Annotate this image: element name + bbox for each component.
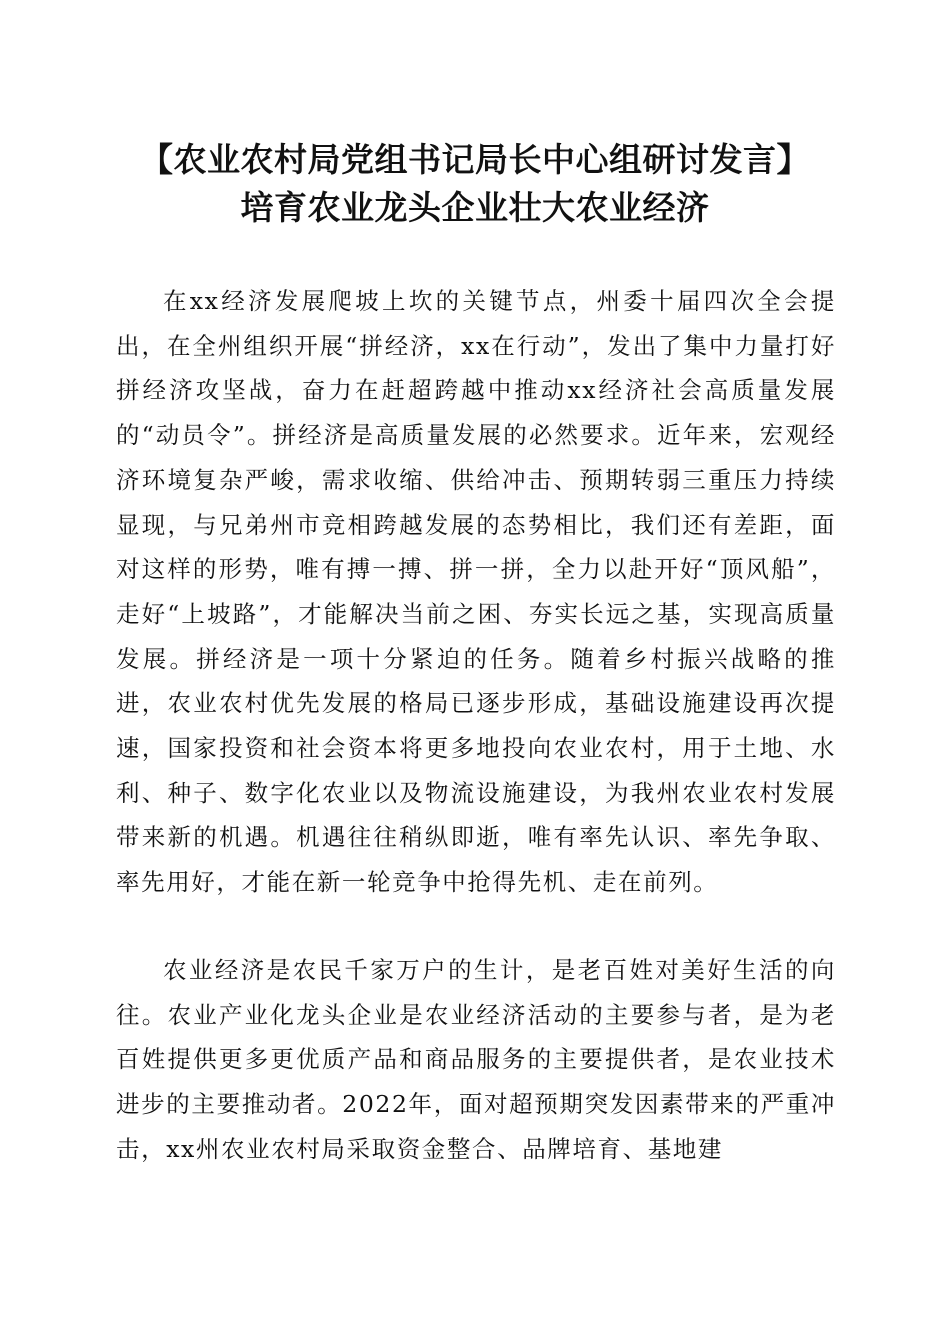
document-title-line-2: 培育农业龙头企业壮大农业经济	[240, 188, 710, 227]
body-paragraph-2: 农业经济是农民千家万户的生计，是老百姓对美好生活的向往。农业产业化龙头企业是农业经济活动的主要参与者，是为老百姓提供更多更优质产品和商品服务的主要提供者，是农业技术进步的主要推动者。2022年，面对超预期突发因素带来的严重冲击，xx州农业农村局采取资金整合、品牌培育、基地建	[116, 956, 836, 1163]
document-title-line-1: 【农业农村局党组书记局长中心组研讨发言】	[140, 140, 810, 179]
body-paragraph-1: 在xx经济发展爬坡上坎的关键节点，州委十届四次全会提出，在全州组织开展“拼经济，xx在行动”，发出了集中力量打好拼经济攻坚战，奋力在赶超跨越中推动xx经济社会高质量发展的“动员令”。拼经济是高质量发展的必然要求。近年来，宏观经济环境复杂严峻，需求收缩、供给冲击、预期转弱三重压力持续显现，与兄弟州市竞相跨越发展的态势相比，我们还有差距，面对这样的形势，唯有搏一搏、拼一拼，全力以赴开好“顶风船”，走好“上坡路”，才能解决当前之困、夯实长远之基，实现高质量发展。拼经济是一项十分紧迫的任务。随着乡村振兴战略的推进，农业农村优先发展的格局已逐步形成，基础设施建设再次提速，国家投资和社会资本将更多地投向农业农村，用于土地、水利、种子、数字化农业以及物流设施建设，为我州农业农村发展带来新的机遇。机遇往往稍纵即逝，唯有率先认识、率先争取、率先用好，才能在新一轮竞争中抢得先机、走在前列。	[116, 287, 836, 897]
